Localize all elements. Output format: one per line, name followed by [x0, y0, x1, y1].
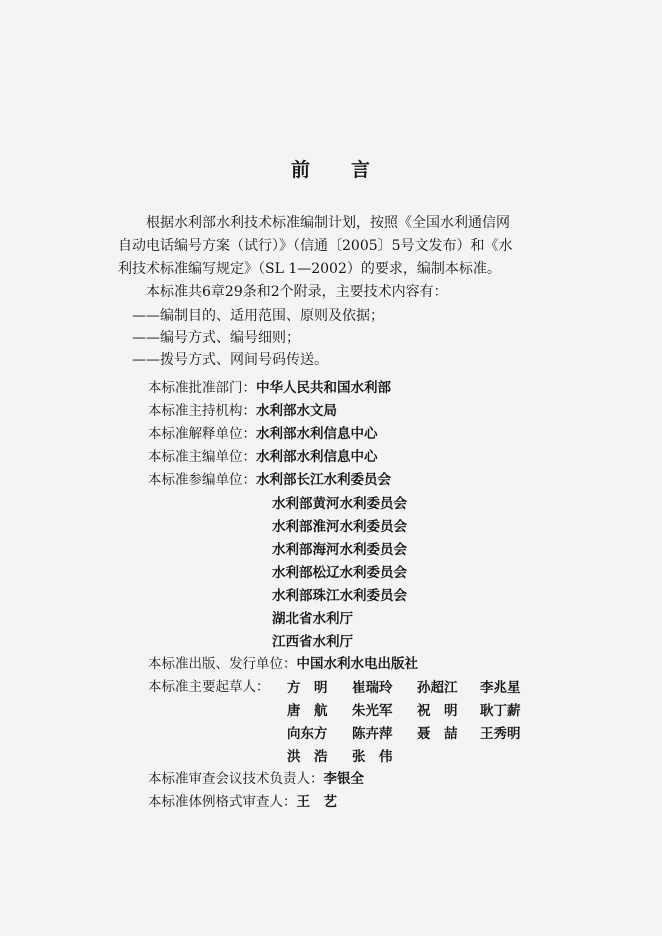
drafter-name: 向东方 [287, 726, 328, 742]
interpret-row: 本标准解释单位：水利部水利信息中心 [148, 426, 378, 442]
participant-unit: 水利部海河水利委员会 [272, 542, 407, 558]
participants-row: 本标准参编单位：水利部长江水利委员会 [148, 472, 391, 488]
drafter-name: 祝 明 [417, 703, 458, 719]
participant-unit: 江西省水利厅 [272, 634, 353, 650]
title-char-1: 前 [290, 159, 311, 181]
intro-line-3: 利技术标准编写规定》（SL 1—2002）的要求，编制本标准。 [118, 261, 501, 277]
drafters-row: 本标准主要起草人： [148, 679, 270, 695]
contents-list [132, 305, 384, 371]
drafter-name: 聂 喆 [417, 726, 458, 742]
drafter-name: 洪 浩 [287, 749, 328, 765]
format-row: 本标准体例格式审查人：王 艺 [148, 794, 337, 810]
drafter-name: 崔瑞玲 [352, 680, 393, 696]
participant-unit: 水利部长江水利委员会 [256, 472, 391, 488]
approval-row: 本标准批准部门：中华人民共和国水利部 [148, 380, 391, 396]
drafter-name: 张 伟 [352, 749, 393, 765]
review-value: 李银全 [323, 771, 364, 787]
format-value: 王 艺 [296, 794, 337, 810]
drafter-name: 朱光军 [352, 703, 393, 719]
drafter-name: 孙超江 [417, 680, 458, 696]
host-row: 本标准主持机构：水利部水文局 [148, 403, 337, 419]
drafter-name: 唐 航 [287, 703, 328, 719]
contents-item: ——拨号方式、网间号码传送。 [132, 352, 328, 368]
interpret-value: 水利部水利信息中心 [256, 426, 378, 442]
publisher-value: 中国水利水电出版社 [296, 656, 418, 672]
participant-unit: 水利部松辽水利委员会 [272, 565, 407, 581]
drafter-name: 王秀明 [480, 726, 521, 742]
intro-line-4: 本标准共6章29条和2个附录，主要技术内容有： [146, 284, 448, 300]
title-char-2: 言 [351, 159, 372, 181]
intro-line-1: 根据水利部水利技术标准编制计划，按照《全国水利通信网 [146, 215, 510, 231]
drafter-name: 耿丁薪 [480, 703, 521, 719]
contents-item: ——编制目的、适用范围、原则及依据； [132, 308, 384, 324]
intro-paragraph [118, 212, 532, 304]
approval-value: 中华人民共和国水利部 [256, 380, 391, 396]
participant-unit: 水利部珠江水利委员会 [272, 588, 407, 604]
chief-value: 水利部水利信息中心 [256, 449, 378, 465]
participant-unit: 水利部淮河水利委员会 [272, 519, 407, 535]
host-value: 水利部水文局 [256, 403, 337, 419]
drafter-name: 李兆星 [480, 680, 521, 696]
drafter-name: 方 明 [287, 680, 328, 696]
contents-item: ——编号方式、编号细则； [132, 330, 300, 346]
publisher-row: 本标准出版、发行单位：中国水利水电出版社 [148, 656, 418, 672]
page-title [0, 155, 662, 182]
drafter-name: 陈卉萍 [352, 726, 393, 742]
participant-unit: 水利部黄河水利委员会 [272, 496, 407, 512]
participant-unit: 湖北省水利厅 [272, 611, 353, 627]
intro-line-2: 自动电话编号方案（试行）》（信通〔2005〕5号文发布）和《水 [118, 238, 513, 254]
chief-row: 本标准主编单位：水利部水利信息中心 [148, 449, 378, 465]
review-row: 本标准审查会议技术负责人：李银全 [148, 771, 364, 787]
